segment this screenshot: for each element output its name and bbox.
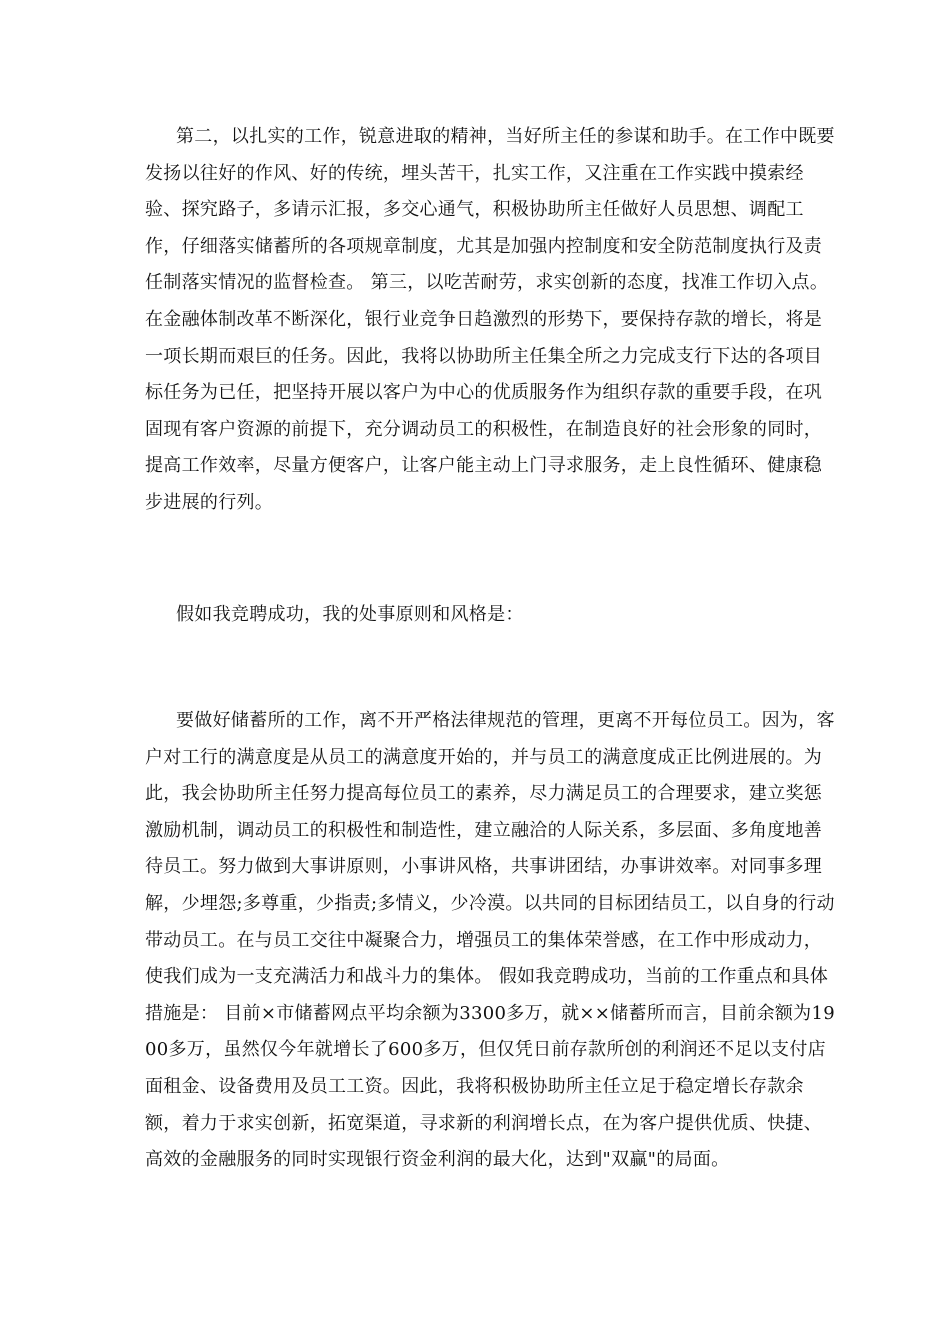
paragraph-principles-body: 要做好储蓄所的工作，离不开严格法律规范的管理，更离不开每位员工。因为，客户对工行的满意度是从员工的满意度开始的，并与员工的满意度成正比例进展的。为此，我会协助所主任努力提高每位员工的素养，尽力满足员工的合理要求，建立奖惩激励机制，调动员工的积极性和制造性，建立融洽的人际关系，多层面、多角度地善待员工。努力做到大事讲原则，小事讲风格，共事讲团结，办事讲效率。对同事多理解，少埋怨;多尊重，少指责;多情义，少冷漠。以共同的目标团结员工，以自身的行动带动员工。在与员工交往中凝聚合力，增强员工的集体荣誉感，在工作中形成动力，使我们成为一支充满活力和战斗力的集体。 假如我竞聘成功，当前的工作重点和具体措施是： 目前×市储蓄网点平均余额为3300多万，就××储蓄所而言，目前余额为1900多万，虽然仅今年就增长了600多万，但仅凭日前存款所创的利润还不足以支付店面租金、设备费用及员工工资。因此，我将积极协助所主任立足于稳定增长存款余额，着力于求实创新，拓宽渠道，寻求新的利润增长点，在为客户提供优质、快捷、高效的金融服务的同时实现银行资金利润的最大化，达到"双赢"的局面。	[145, 710, 835, 1171]
paragraph-principles-heading: 假如我竞聘成功，我的处事原则和风格是：	[176, 604, 524, 625]
paragraph-duties: 第二，以扎实的工作，锐意进取的精神，当好所主任的参谋和助手。在工作中既要发扬以往好的作风、好的传统，埋头苦干，扎实工作，又注重在工作实践中摸索经验、探究路子，多请示汇报，多交心通气，积极协助所主任做好人员思想、调配工作，仔细落实储蓄所的各项规章制度，尤其是加强内控制度和安全防范制度执行及责任制落实情况的监督检查。 第三，以吃苦耐劳，求实创新的态度，找准工作切入点。在金融体制改革不断深化，银行业竞争日趋激烈的形势下，要保持存款的增长，将是一项长期而艰巨的任务。因此，我将以协助所主任集全所之力完成支行下达的各项目标任务为已任，把坚持开展以客户为中心的优质服务作为组织存款的重要手段，在巩固现有客户资源的前提下，充分调动员工的积极性，在制造良好的社会形象的同时，提高工作效率，尽量方便客户，让客户能主动上门寻求服务，走上良性循环、健康稳步进展的行列。	[145, 126, 835, 513]
